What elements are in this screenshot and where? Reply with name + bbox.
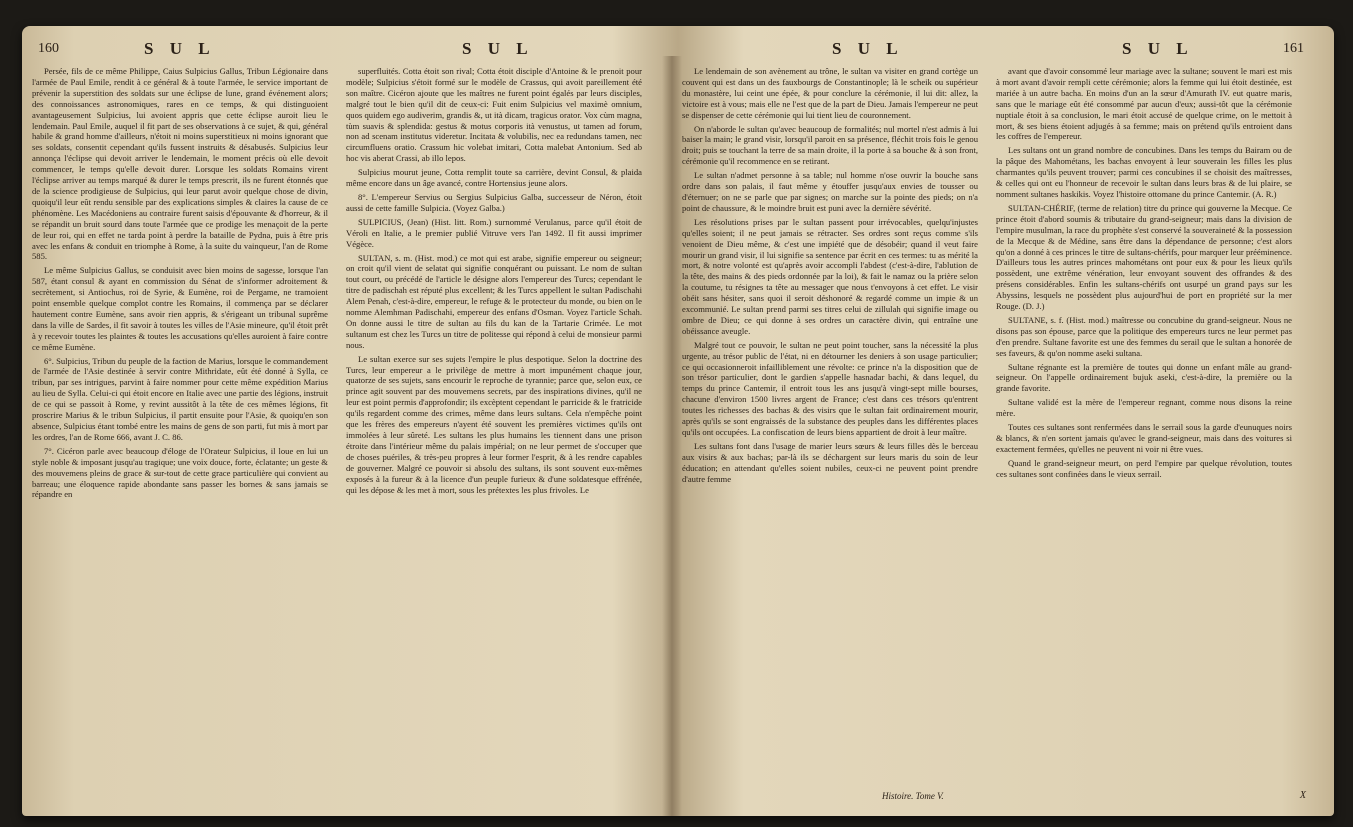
paragraph: superfluités. Cotta étoit son rival; Cotta étoit disciple d'Antoine & le prenoit pour modèle; Sulpicius s'étoit formé sur le modèle de Crassus, qui avoit pareillement été son maître. Cicéron ajoute que les maîtres ne furent point égalés par leurs disciples, malgré tout le bien qu'il dit de ceux-ci: Fuit enim Sulpicius vel maximè omnium, quos quidem ego audiverim, grandis &, ut ità dicam, tragicus orator. Vox cùm magna, tùm suavis & splendida: gestus & motus corporis ità venustus, ut tamen ad forum, non ad scenam institutus videretur. Incitata & volubilis, nec ea redundans tamen, nec circumfluens oratio. Crassum hic volebat imitari, Cotta malebat Antonium. Sed ab hoc vis aberat Crassi, ab illo lepos. xyxy=(346,66,642,164)
paragraph: Le lendemain de son avènement au trône, le sultan va visiter en grand cortège un couvent qui est dans un des fauxbourgs de Constantinople; là le scheik ou supérieur du monastère, lui ceint une épée, & pour conclure la cérémonie, il lui dit: allez, la victoire est à vous; mais elle ne l'est que de la part de Dieu. Jamais l'empereur ne peut se dispenser de cette cérémonie qui lui tient lieu de couronnement. xyxy=(682,66,978,120)
right-page xyxy=(682,39,1310,806)
paragraph: avant que d'avoir consommé leur mariage avec la sultane; souvent le mari est mis à mort avant d'avoir rempli cette cérémonie; alors la femme qui lui étoit destinée, est mariée à un autre bacha. En moins d'un an la sœur d'Amurath IV. eut quatre maris, sans que le mariage eût été consommé par aucun d'eux; aussi-tôt que la cérémonie nuptiale étoit à sa conclusion, le mari étoit accusé de quelque crime, on le mettoit à mort, & ses biens étoient adjugés à sa femme; mais on prétend qu'ils entroient dans les coffres de l'empereur. xyxy=(996,66,1292,142)
paragraph: SULTAN-CHÉRIF, (terme de relation) titre du prince qui gouverne la Mecque. Ce prince étoit d'abord soumis & tributaire du grand-seigneur; mais dans la division de l'empire musulman, la race du prophète s'est conservé la souveraineté & la possession de la Mecque & de Médine, sans être dans la dépendance de personne; c'est alors qu'on a donné à ces princes le titre de sultans-chérifs, pour marquer leur prééminence. D'ailleurs tous les autres princes mahométans ont pour eux & pour les lieux qu'ils possèdent, une extrême vénération, leur envoyant souvent des offrandes & des présens considérables. Enfin les sultans-chérifs ont usurpé un grand pays sur les Abyssins, lesquels ne possèdent plus aujourd'hui de port en propriété sur la mer Rouge. (D. J.) xyxy=(996,202,1292,312)
paragraph: SULTANE, s. f. (Hist. mod.) maîtresse ou concubine du grand-seigneur. Nous ne disons pas son épouse, parce que la politique des empereurs turcs ne leur permet pas d'en prendre. Sultane favorite est une des femmes du serail que le sultan a honorée de ses faveurs, & qu'on nomme aseki sultana. xyxy=(996,314,1292,358)
open-book xyxy=(22,26,1334,816)
right-column-1 xyxy=(682,66,978,806)
paragraph: Sultane validé est la mère de l'empereur regnant, comme nous disons la reine mère. xyxy=(996,397,1292,419)
page-footer-title: Histoire. Tome V. xyxy=(882,791,944,802)
paragraph: Persée, fils de ce même Philippe, Caius Sulpicius Gallus, Tribun Légionaire dans l'armée de Paul Emile, rendit à ce général & à toute l'armée, le service important de prévenir la superstition des soldats sur une éclipse de lune, grand événement alors; des connoissances astronomiques, rares en ce temps, & qui distinguoient avantageusement Sulpicius, lui avoient appris que cette éclipse auroit lieu le lendemain. Paul Emile, auquel il fit part de ses observations à ce sujet, & qui, général habile & grand homme d'ailleurs, n'étoit ni moins superstitieux ni moins ignorant que ses soldats, consentit cependant qu'ils fussent instruits & désabusés. Sulpicius leur annonça l'éclipse qui devoit arriver le lendemain, le moment précis où elle devoit commencer, le temps qu'elle devoit durer. Lorsque les soldats Romains virent l'éclipse arriver au temps marqué & durer le temps prescrit, ils ne furent étonnés que de la science prodigieuse de Sulpicius, qui leur parut avoir quelque chose de divin, quoiqu'il leur eût rendu sensible par des explications simples & claires la cause de ce phénomène. Les Macédoniens au contraire furent saisis d'épouvante & d'horreur, & il se répandit un bruit sourd dans toute l'armée que ce prodige les menaçoit de la perte de leur roi, qui en effet ne tarda point à perdre la bataille de Pydna, puis à être pris avec les enfans & conduit en triomphe à Rome, à la suite du vainqueur, l'an de Rome 585. xyxy=(32,66,328,262)
left-running-head-1: S U L xyxy=(144,39,216,58)
left-page-header xyxy=(32,39,652,64)
left-running-head-2: S U L xyxy=(462,39,534,58)
paragraph: Quand le grand-seigneur meurt, on perd l'empire par quelque révolution, toutes ces sultanes sont confinées dans le vieux serrail. xyxy=(996,457,1292,479)
paragraph: Les sultans font dans l'usage de marier leurs sœurs & leurs filles dès le berceau aux visirs & aux bachas; par-là ils se déchargent sur leurs maris du soin de leur éducation; en attendant qu'elles soient nubiles, ceux-ci ne peuvent point prendre d'autre femme xyxy=(682,440,978,484)
right-running-head-2: S U L xyxy=(1122,39,1194,58)
signature-mark: X xyxy=(1299,790,1306,802)
paragraph: Le même Sulpicius Gallus, se conduisit avec bien moins de sagesse, lorsque l'an 587, étant consul & ayant en commission du Sénat de s'informer adroitement & secrètement, si Antiochus, roi de Syrie, & Eumène, roi de Pergame, ne tramoient point ensemble quelque complot contre les Romains, il commença par se déclarer hautement contre Eumène, sans avoir rien appris, & s'érigeant un tribunal suprême dans la ville de Sardes, il fit savoir à toutes les villes de l'Asie mineure, qu'il étoit prêt à y recevoir toutes les plaintes & toutes les accusations qu'elles auroient à faire contre ce même Eumène. xyxy=(32,265,328,352)
paragraph: Le sultan exerce sur ses sujets l'empire le plus despotique. Selon la doctrine des Turcs, leur empereur a le privilège de mettre à mort impunément chaque jour, quatorze de ses sujets, sans encourir le reproche de tyrannie; parce que, selon eux, ce prince agit souvent par des mouvemens secrets, par des inspirations divines, qu'il ne leur est point permis d'approfondir; ils excèptent cependant le parricide & le fratricide qu'ils regardent comme des crimes, même dans leurs sultans. Cela n'empêche point que les frères des empereurs n'ayent été souvent les premières victimes qu'ils ont immolées à leur sûreté. Les sultans les plus humains les tiennent dans une prison étroite dans l'intérieur même du palais impérial; on ne leur permet de s'occuper que de choses puériles, & très-peu propres à leur former l'esprit, & à les rendre capables de gouverner. Malgré ce pouvoir si absolu des sultans, ils sont souvent eux-mêmes exposés à la fureur & à la licence d'un peuple furieux & d'une soldatesque effrénée, qui les dépose & les met à mort, sous les prétextes les plus frivoles. Le xyxy=(346,353,642,495)
paragraph: SULPICIUS, (Jean) (Hist. litt. Rom.) surnommé Verulanus, parce qu'il étoit de Véroli en Italie, a le premier publié Vitruve vers l'an 1492. Il fit aussi imprimer Végèce. xyxy=(346,216,642,249)
left-page-number: 160 xyxy=(38,41,59,56)
paragraph: Le sultan n'admet personne à sa table; nul homme n'ose ouvrir la bouche sans ordre dans son palais, il faut même y étouffer jusqu'aux envies de tousser ou d'éternuer; on ne se parle que par signes; on marche sur la pointe des pieds; on n'a point de chaussure, & le moindre bruit est puni avec la dernière sévérité. xyxy=(682,170,978,213)
paragraph: SULTAN, s. m. (Hist. mod.) ce mot qui est arabe, signifie empereur ou seigneur; on croit qu'il vient de selatat qui signifie conquérant ou puissant. Le nom de sultan tout court, ou précédé de l'article le désigne alors l'empereur des Turcs; cependant le titre de padischah est réputé plus excellent; & les Turcs appellent le sultan Padischahi Alem Penah, c'est-à-dire, empereur, le refuge & le protecteur du monde, ou bien on le nomme Alemhman Padischahi, empereur des enfans d'Osman. Voyez l'article Schah. On donne aussi le titre de sultan au fils du kan de la Tartarie Crimée. Le mot sultanum est chez les Turcs un titre de politesse qui répond à celui de monsieur parmi nous. xyxy=(346,252,642,350)
paragraph: Malgré tout ce pouvoir, le sultan ne peut point toucher, sans la nécessité la plus urgente, au trésor public de l'état, ni en détourner les deniers à son usage particulier; ce qui occasionneroit infailliblement une révolte: ce prince n'a la disposition que de son trésor particulier, dont le gardien s'appelle hasnadar bachi, & dans lequel, du temps du prince Cantemir, il entroit tous les ans jusqu'à vingt-sept mille bourses, chacune d'environ 1500 livres argent de France; c'est dans ces trésors qu'entrent toutes les richesses des bachas & des visirs que le sultan fait ordinairement mourir, après qu'ils se sont engraissés de la substance des peuples dans les différentes places qu'ils ont occupées. La confiscation de leurs biens appartient de droit à leur maître. xyxy=(682,339,978,437)
paragraph: 8°. L'empereur Servius ou Sergius Sulpicius Galba, successeur de Néron, étoit aussi de cette famille Sulpicia. (Voyez Galba.) xyxy=(346,191,642,213)
left-page xyxy=(32,39,652,806)
paragraph: Sulpicius mourut jeune, Cotta remplit toute sa carrière, devint Consul, & plaida même encore dans un âge avancé, contre Hortensius jeune alors. xyxy=(346,167,642,189)
paragraph: Toutes ces sultanes sont renfermées dans le serrail sous la garde d'eunuques noirs & blancs, & n'en sortent jamais qu'avec le grand-seigneur, mais dans des voitures si exactement fermées, qu'elles ne peuvent ni voir ni être vues. xyxy=(996,422,1292,454)
paragraph: Sultane régnante est la première de toutes qui donne un enfant mâle au grand-seigneur. On l'appelle ordinairement bujuk aseki, c'est-à-dire, la première ou la grande favorite. xyxy=(996,361,1292,394)
paragraph: 7°. Cicéron parle avec beaucoup d'éloge de l'Orateur Sulpicius, il loue en lui un style noble & imposant jusqu'au tragique; une voix douce, forte, éclatante; un geste & des mouvemens pleins de grace & sur-tout de cette grace particulière qui convient au barreau; une éloquence rapide abondante sans passer les bornes & sans jamais se répandre en xyxy=(32,445,328,500)
left-column-2 xyxy=(346,66,642,806)
right-running-head-1: S U L xyxy=(832,39,904,58)
paragraph: On n'aborde le sultan qu'avec beaucoup de formalités; nul mortel n'est admis à lui baiser la main; le grand visir, lorsqu'il paroit en sa présence, fléchit trois fois le genou droit; puis se touchant la terre de sa main droite, il la porte à sa bouche & à son front, cérémonie qu'il recommence en se retirant. xyxy=(682,123,978,167)
paragraph: 6°. Sulpicius, Tribun du peuple de la faction de Marius, lorsque le commandement de l'armée de l'Asie destinée à servir contre Mithridate, eût été donné à Sylla, ce tribun, par ses intrigues, parvint à faire nommer pour cette même expédition Marius au lieu de Sylla. Celui-ci qui étoit encore en Italie avec une partie des légions, instruit de ce qui se passoit à Rome, y revint aussitôt à la tête de ces mêmes légions, fit proscrire Marius & le tribun Sulpicius, il partit ensuite pour l'Asie, & quoiqu'en son absence, Sulpicius étant tombé entre les mains de gens de son parti, fut mis à mort par les ordres, l'an de Rome 666, avant J. C. 86. xyxy=(32,355,328,442)
book-gutter xyxy=(662,56,682,816)
right-column-2 xyxy=(996,66,1292,806)
left-column-1 xyxy=(32,66,328,806)
right-page-number: 161 xyxy=(1283,41,1304,56)
paragraph: Les résolutions prises par le sultan passent pour irrévocables, quelqu'injustes qu'elles soient; il ne peut jamais se rétracter. Ses ordres sont reçus comme s'ils venoient de Dieu même, & c'est une impiété que de désobéir; quand il veut faire mourir un grand visir, il lui signifie sa sentence par écrit en ces termes: tu as mérité la mort, & notre volonté est qu'après avoir accompli l'abdest (c'est-à-dire, l'ablution de la tête, des mains & des pieds ordonnée par la loi), & fait le namaz ou la prière selon la coutume, tu résignes ta tête au messager que nous t'envoyons à cet effet. Le visir obéit sans hésiter, sans quoi il seroit déshonoré & regardé comme un impie & un excommunié. Le sultan prend parmi ses titres celui de zillulah qui signifie image ou ombre de Dieu; ce qui donne à ses ordres un caractère divin, qui entraîne une obéissance aveugle. xyxy=(682,216,978,336)
right-page-header xyxy=(682,39,1310,64)
paragraph: Les sultans ont un grand nombre de concubines. Dans les temps du Bairam ou de la pâque des Mahométans, les bachas envoyent à leur souverain les filles les plus charmantes qu'ils peuvent trouver; parmi ces concubines il se choisit des maîtresses, & celles qui ont eu l'honneur de recevoir le sultan dans leurs bras & de lui plaire, se nomment sultanes haskikis. Voyez l'histoire ottomane du prince Cantemir. (A. R.) xyxy=(996,145,1292,199)
